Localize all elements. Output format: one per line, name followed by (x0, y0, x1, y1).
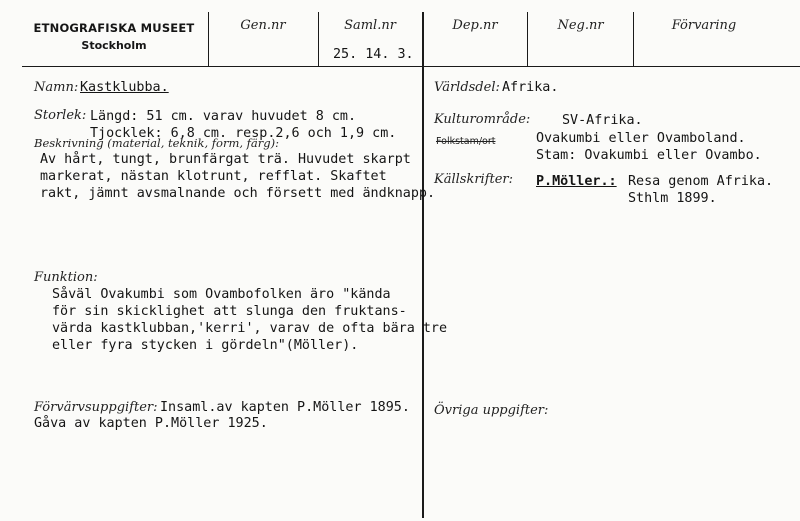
beskrivning-label: Beskrivning (material, teknik, form, färg): (34, 136, 279, 150)
beskrivning-line-3: rakt, jämnt avsmalnande och försett med ändknapp. (40, 186, 436, 201)
saml-nr-label: Saml.nr (344, 18, 396, 33)
funktion-line-4: eller fyra stycken i gördeln"(Möller). (52, 338, 359, 353)
funktion-label: Funktion: (34, 270, 98, 285)
museum-heading (20, 21, 208, 52)
storlek-line-1: Längd: 51 cm. varav huvudet 8 cm. (90, 109, 357, 124)
kulturomrade-line-3: Stam: Ovakumbi eller Ovambo. (536, 148, 762, 163)
forvaring-label: Förvaring (671, 18, 737, 33)
struck-label: Folkstam/ort (436, 136, 496, 147)
funktion-line-3: värda kastklubban,'kerri', varav de ofta bära tre (52, 321, 448, 336)
varldsdel-label: Världsdel: (434, 80, 500, 95)
kulturomrade-line-2: Ovakumbi eller Ovamboland. (536, 131, 746, 146)
namn-label: Namn: (34, 80, 79, 95)
funktion-line-1: Såväl Ovakumbi som Ovambofolken äro "kända (52, 287, 391, 302)
museum-name: ETNOGRAFISKA MUSEET (33, 21, 195, 35)
kallskrifter-author: P.Möller.: (536, 174, 617, 189)
neg-nr-label: Neg.nr (557, 18, 604, 33)
dep-nr-label: Dep.nr (452, 18, 498, 33)
namn-value: Kastklubba. (80, 80, 169, 95)
kulturomrade-label: Kulturområde: (434, 112, 531, 127)
varldsdel-value: Afrika. (502, 80, 559, 95)
forvarv-label: Förvärvsuppgifter: (34, 400, 158, 415)
saml-nr-value: 25. 14. 3. (333, 47, 414, 62)
forvarv-line-1: Insaml.av kapten P.Möller 1895. (160, 400, 410, 415)
storlek-line-2: Tjocklek: 6,8 cm. resp.2,6 och 1,9 cm. (90, 126, 397, 141)
kallskrifter-label: Källskrifter: (434, 172, 514, 187)
beskrivning-line-1: Av hårt, tungt, brunfärgat trä. Huvudet skarpt (40, 152, 411, 167)
kallskrifter-line-2: Sthlm 1899. (628, 191, 717, 206)
header-bottom-rule (22, 66, 800, 67)
kallskrifter-line-1: Resa genom Afrika. (628, 174, 774, 189)
kulturomrade-value: SV-Afrika. (562, 113, 643, 128)
beskrivning-line-2: markerat, nästan klotrunt, refflat. Skaftet (40, 169, 387, 184)
forvarv-line-2: Gåva av kapten P.Möller 1925. (34, 416, 268, 431)
museum-city: Stockholm (81, 39, 147, 52)
ovriga-label: Övriga uppgifter: (434, 403, 549, 418)
funktion-line-2: för sin skicklighet att slunga den fruktans- (52, 304, 407, 319)
center-vertical-rule (422, 12, 424, 518)
storlek-label: Storlek: (34, 108, 87, 123)
gen-nr-label: Gen.nr (240, 18, 286, 33)
